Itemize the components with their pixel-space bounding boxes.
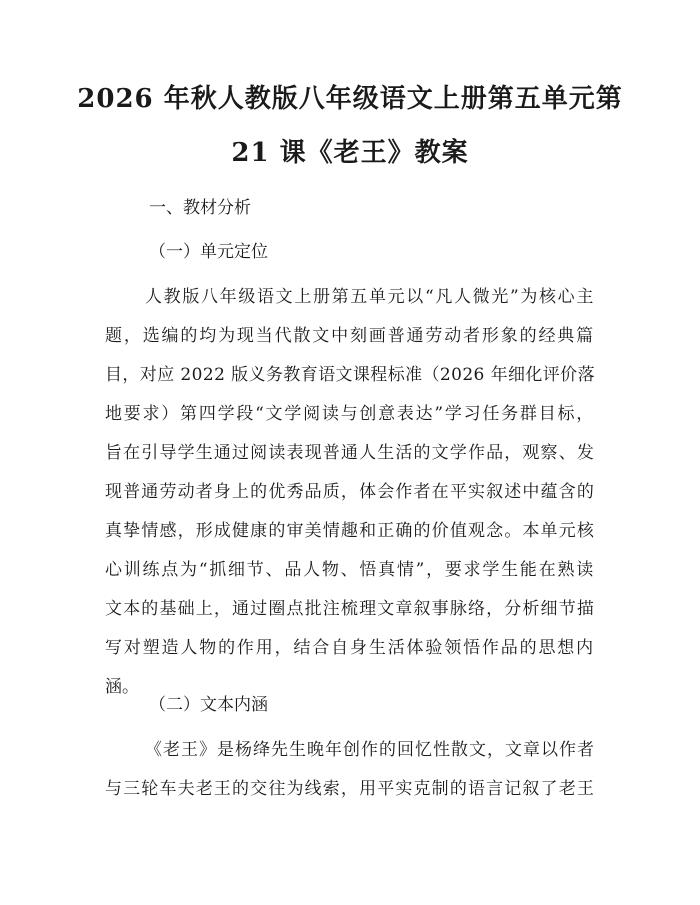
subsection-heading-text-connotation: （二）文本内涵 — [149, 695, 268, 715]
paragraph-line: 写对塑造人物的作用，结合自身生活体验领悟作品的思想内 — [105, 638, 595, 658]
paragraph-line: 《老王》是杨绛先生晚年创作的回忆性散文，文章以作者 — [145, 740, 595, 760]
paragraph-line: 人教版八年级语文上册第五单元以“凡人微光”为核心主 — [145, 287, 595, 307]
paragraph-line: 与三轮车夫老王的交往为线索，用平实克制的语言记叙了老王 — [105, 779, 595, 799]
document-title-line-2: 21 课《老王》教案 — [231, 138, 469, 168]
paragraph-line: 现普通劳动者身上的优秀品质，体会作者在平实叙述中蕴含的 — [105, 482, 595, 502]
paragraph-line: 旨在引导学生通过阅读表现普通人生活的文学作品，观察、发 — [105, 443, 595, 463]
document-title-line-1: 2026 年秋人教版八年级语文上册第五单元第 — [77, 84, 623, 114]
paragraph-text-connotation — [105, 738, 595, 816]
paragraph-line: 目，对应 2022 版义务教育语文课程标准（2026 年细化评价落 — [105, 365, 595, 385]
paragraph-line: 真挚情感，形成健康的审美情趣和正确的价值观念。本单元核 — [105, 521, 595, 541]
paragraph-line: 涵。 — [105, 677, 139, 697]
section-heading-teaching-material-analysis: 一、教材分析 — [149, 198, 251, 218]
subsection-heading-unit-positioning: （一）单元定位 — [149, 242, 268, 262]
paragraph-line: 文本的基础上，通过圈点批注梳理文章叙事脉络，分析细节描 — [105, 599, 595, 619]
paragraph-line: 地要求）第四学段“文学阅读与创意表达”学习任务群目标， — [105, 404, 595, 424]
paragraph-line: 题，选编的均为现当代散文中刻画普通劳动者形象的经典篇 — [105, 326, 595, 346]
paragraph-line: 心训练点为“抓细节、品人物、悟真情”，要求学生能在熟读 — [105, 560, 595, 580]
paragraph-unit-positioning — [105, 285, 595, 714]
